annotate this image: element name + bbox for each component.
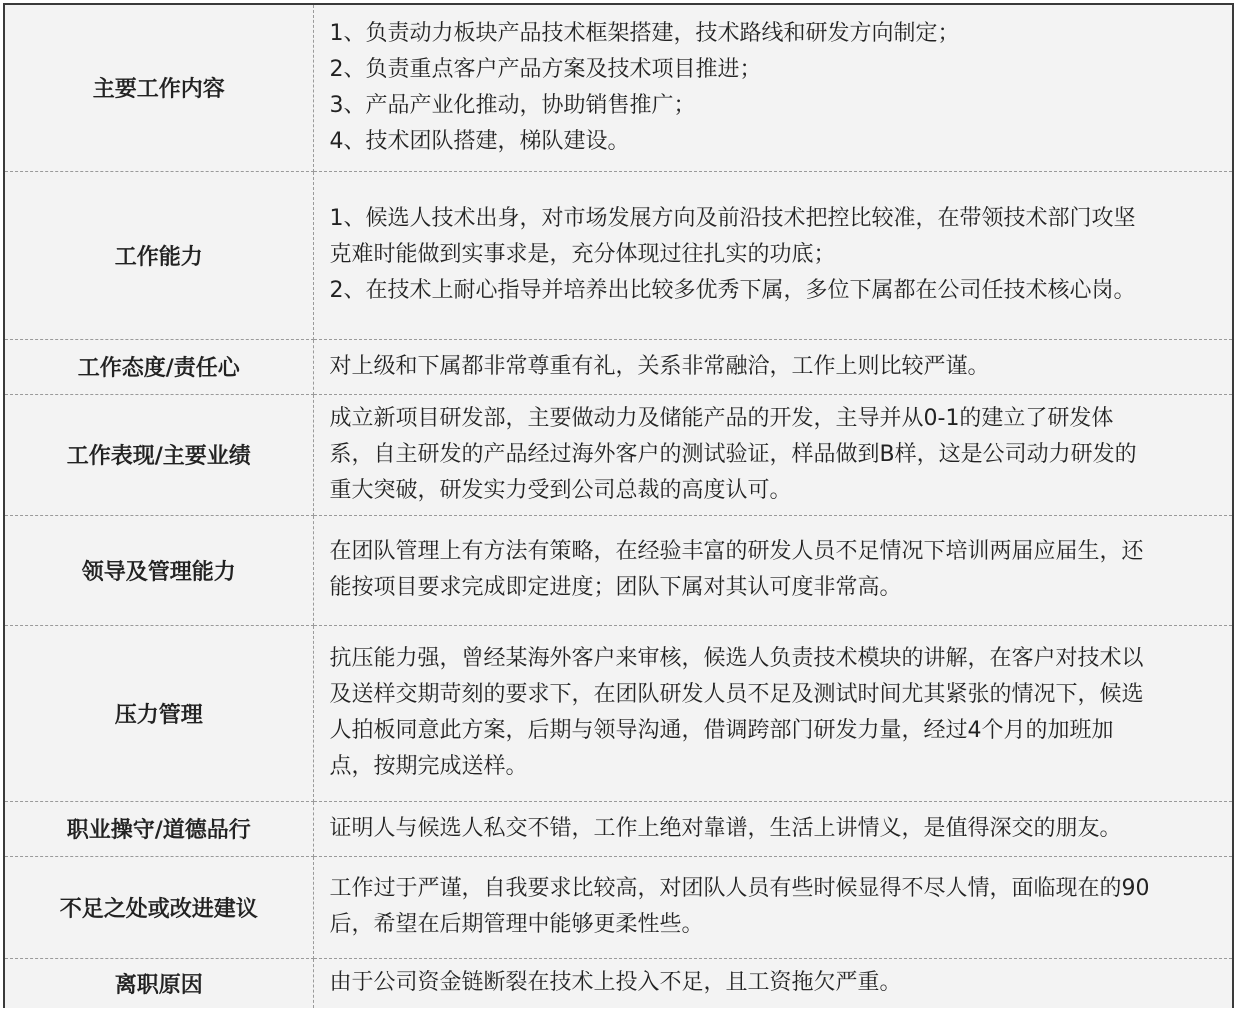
row-content [313,958,1232,1008]
content-line: 4、技术团队搭建，梯队建设。 [329,128,630,154]
content-line: 人拍板同意此方案，后期与领导沟通，借调跨部门研发力量，经过4个月的加班加 [329,718,1114,743]
table-row [5,856,1232,958]
content-line: 3、产品产业化推动，协助销售推广； [329,92,696,118]
row-label: 领导及管理能力 [5,515,313,625]
reference-table [3,3,1234,1008]
row-label: 工作表现/主要业绩 [5,394,313,515]
row-label: 压力管理 [5,625,313,801]
content-line: 2、负责重点客户产品方案及技术项目推进； [329,56,762,82]
row-label: 工作态度/责任心 [5,339,313,394]
content-line: 由于公司资金链断裂在技术上投入不足，且工资拖欠严重。 [329,970,902,996]
table-row [5,171,1232,339]
content-line: 点，按期完成送样。 [329,754,528,779]
row-content [313,394,1232,515]
row-label: 离职原因 [5,958,313,1008]
content-line: 后，希望在后期管理中能够更柔性些。 [329,912,704,937]
row-content [313,801,1232,856]
content-line: 系，自主研发的产品经过海外客户的测试验证，样品做到B样，这是公司动力研发的 [329,441,1137,467]
table-row [5,339,1232,394]
content-line: 1、负责动力板块产品技术框架搭建，技术路线和研发方向制定； [329,20,960,46]
content-line: 成立新项目研发部，主要做动力及储能产品的开发，主导并从0-1的建立了研发体 [329,405,1114,431]
content-line: 能按项目要求完成即定进度；团队下属对其认可度非常高。 [329,575,902,600]
content-line: 1、候选人技术出身，对市场发展方向及前沿技术把控比较准，在带领技术部门攻坚 [329,206,1136,231]
row-content [313,625,1232,801]
evaluation-table [5,5,1232,1008]
content-line: 工作过于严谨，自我要求比较高，对团队人员有些时候显得不尽人情，面临现在的90 [329,876,1150,901]
row-label: 职业操守/道德品行 [5,801,313,856]
table-row [5,801,1232,856]
content-line: 重大突破，研发实力受到公司总裁的高度认可。 [329,477,792,503]
table-row [5,515,1232,625]
content-line: 2、在技术上耐心指导并培养出比较多优秀下属，多位下属都在公司任技术核心岗。 [329,278,1136,303]
row-label: 工作能力 [5,171,313,339]
row-content [313,339,1232,394]
table-row [5,625,1232,801]
content-line: 及送样交期苛刻的要求下，在团队研发人员不足及测试时间尤其紧张的情况下，候选 [329,682,1144,707]
row-content [313,5,1232,171]
content-line: 抗压能力强，曾经某海外客户来审核，候选人负责技术模块的讲解，在客户对技术以 [329,646,1144,671]
table-row [5,5,1232,171]
row-label: 主要工作内容 [5,5,313,171]
content-line: 克难时能做到实事求是，充分体现过往扎实的功底； [329,242,836,267]
table-row [5,394,1232,515]
content-line: 在团队管理上有方法有策略，在经验丰富的研发人员不足情况下培训两届应届生，还 [329,539,1144,564]
row-label: 不足之处或改进建议 [5,856,313,958]
content-line: 对上级和下属都非常尊重有礼，关系非常融洽，工作上则比较严谨。 [329,353,990,379]
table-row [5,958,1232,1008]
row-content [313,515,1232,625]
content-line: 证明人与候选人私交不错，工作上绝对靠谱，生活上讲情义，是值得深交的朋友。 [329,815,1122,841]
row-content [313,171,1232,339]
row-content [313,856,1232,958]
